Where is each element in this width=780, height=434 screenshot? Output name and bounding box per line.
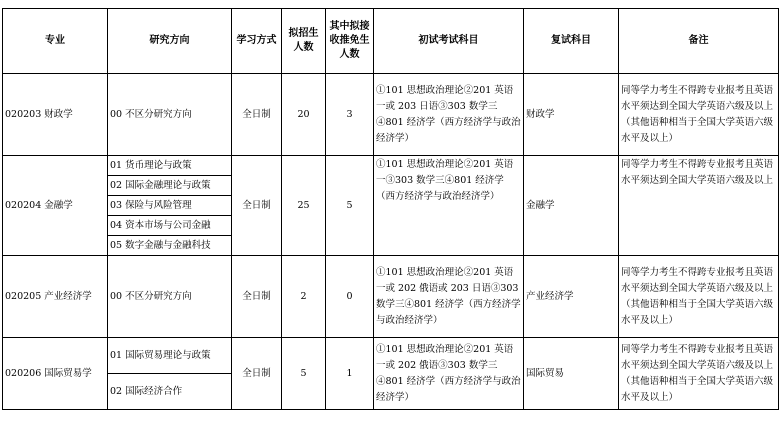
- retest-cell: 财政学: [524, 74, 619, 156]
- retest-cell: 国际贸易: [524, 338, 619, 410]
- retest-cell: 产业经济学: [524, 256, 619, 338]
- exempt-cell: 3: [326, 74, 374, 156]
- exempt-cell: 0: [326, 256, 374, 338]
- notes-cell: 同等学力考生不得跨专业报考且英语水平须达到全国大学英语六级及以上（其他语种相当于全国大学英语六级水平及以上）: [619, 74, 779, 156]
- planned-cell: 2: [282, 256, 326, 338]
- header-major: 专业: [3, 9, 108, 74]
- first-exam-cell: ①101 思想政治理论②201 英语一或 203 日语③303 数学三④801 经济学（西方经济学与政治经济学）: [374, 74, 524, 156]
- major-cell: 020205 产业经济学: [3, 256, 108, 338]
- admissions-table: [2, 8, 779, 410]
- direction-cell: 04 资本市场与公司金融: [108, 216, 232, 236]
- header-row: [3, 9, 779, 74]
- notes-cell: 同等学力考生不得跨专业报考且英语水平须达到全国大学英语六级及以上（其他语种相当于全国大学英语六级水平及以上）: [619, 338, 779, 410]
- retest-cell: 金融学: [524, 156, 619, 256]
- major-cell: 020206 国际贸易学: [3, 338, 108, 410]
- direction-cell: 00 不区分研究方向: [108, 74, 232, 156]
- planned-cell: 20: [282, 74, 326, 156]
- direction-cell: 02 国际经济合作: [108, 374, 232, 410]
- first-exam-cell: ①101 思想政治理论②201 英语一③303 数学三④801 经济学（西方经济学与政治经济学）: [374, 156, 524, 256]
- header-planned: 拟招生人数: [282, 9, 326, 74]
- table-row: [3, 156, 779, 176]
- table-row: [3, 256, 779, 338]
- table-row: [3, 338, 779, 374]
- first-exam-cell: ①101 思想政治理论②201 英语一或 202 俄语或 203 日语③303 数学三④801 经济学（西方经济学与政治经济学）: [374, 256, 524, 338]
- mode-cell: 全日制: [232, 256, 282, 338]
- mode-cell: 全日制: [232, 74, 282, 156]
- header-direction: 研究方向: [108, 9, 232, 74]
- direction-cell: 05 数字金融与金融科技: [108, 236, 232, 256]
- planned-cell: 5: [282, 338, 326, 410]
- direction-cell: 01 货币理论与政策: [108, 156, 232, 176]
- table-row: [3, 74, 779, 156]
- major-cell: 020204 金融学: [3, 156, 108, 256]
- header-notes: 备注: [619, 9, 779, 74]
- first-exam-cell: ①101 思想政治理论②201 英语一或 202 俄语③303 数学三④801 经济学（西方经济学与政治经济学）: [374, 338, 524, 410]
- direction-cell: 02 国际金融理论与政策: [108, 176, 232, 196]
- header-exempt: 其中拟接收推免生人数: [326, 9, 374, 74]
- notes-cell: 同等学力考生不得跨专业报考且英语水平须达到全国大学英语六级及以上: [619, 156, 779, 256]
- header-mode: 学习方式: [232, 9, 282, 74]
- mode-cell: 全日制: [232, 156, 282, 256]
- mode-cell: 全日制: [232, 338, 282, 410]
- header-retest: 复试科目: [524, 9, 619, 74]
- exempt-cell: 5: [326, 156, 374, 256]
- direction-cell: 03 保险与风险管理: [108, 196, 232, 216]
- notes-cell: 同等学力考生不得跨专业报考且英语水平须达到全国大学英语六级及以上（其他语种相当于全国大学英语六级水平及以上）: [619, 256, 779, 338]
- header-first-exam: 初试考试科目: [374, 9, 524, 74]
- exempt-cell: 1: [326, 338, 374, 410]
- planned-cell: 25: [282, 156, 326, 256]
- major-cell: 020203 财政学: [3, 74, 108, 156]
- direction-cell: 01 国际贸易理论与政策: [108, 338, 232, 374]
- direction-cell: 00 不区分研究方向: [108, 256, 232, 338]
